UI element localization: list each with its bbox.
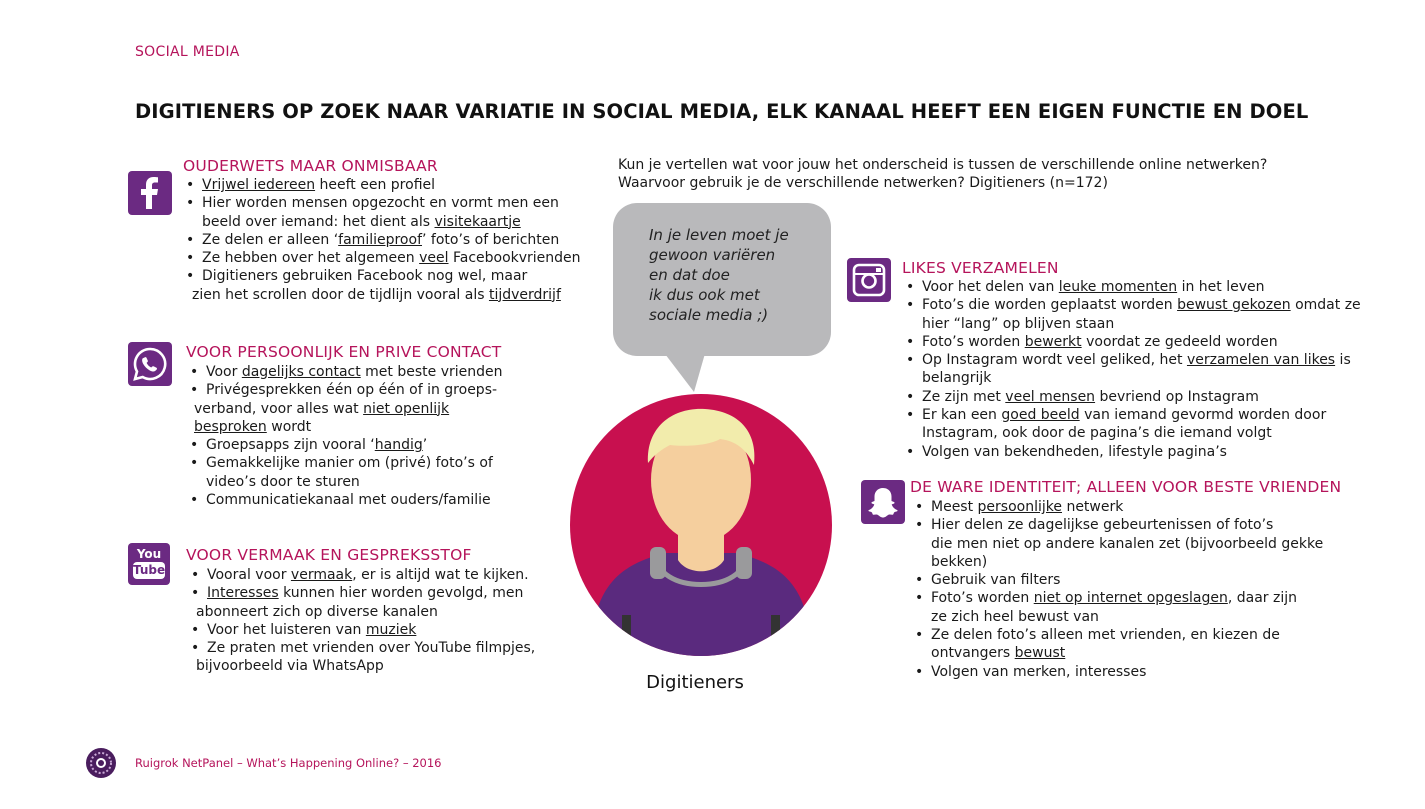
list-item: • Hier delen ze dagelijkse gebeurtenissen of foto’s die men niet op andere kanalen zet (bijvoorbeeld gekke bekken) [915,517,1324,570]
snapchat-icon [861,480,905,524]
ruigrok-logo-icon [85,747,117,779]
list-item: • Interesses kunnen hier worden gevolgd, men abonneert zich op diverse kanalen [191,585,524,620]
youtube-title: VOOR VERMAAK EN GESPREKSSTOF [186,546,472,564]
list-item: • Op Instagram wordt veel geliked, het verzamelen van likes is belangrijk [906,352,1351,387]
list-item: • Communicatiekanaal met ouders/familie [190,492,491,509]
strap-left [622,615,631,665]
instagram-icon [847,258,891,302]
youtube-bullets [191,566,536,676]
footer-text: Ruigrok NetPanel – What’s Happening Online? – 2016 [135,756,442,770]
facebook-title: OUDERWETS MAAR ONMISBAAR [183,157,438,175]
list-item: • Ze delen foto’s alleen met vrienden, en kiezen de ontvangers bewust [915,627,1280,662]
page-title: DIGITIENERS OP ZOEK NAAR VARIATIE IN SOCIAL MEDIA, ELK KANAAL HEEFT EEN EIGEN FUNCTIE EN DOEL [135,100,1309,123]
whatsapp-icon [128,342,172,386]
list-item: • Privégesprekken één op één of in groeps- verband, voor alles wat niet openlijk besproken wordt [190,382,498,435]
list-item: • Ze praten met vrienden over YouTube filmpjes, bijvoorbeeld via WhatsApp [191,640,536,675]
list-item: • Ze zijn met veel mensen bevriend op Instagram [906,388,1259,405]
instagram-title: LIKES VERZAMELEN [902,259,1059,277]
list-item: • Ze hebben over het algemeen veel Facebookvrienden [186,250,581,267]
headphones-right [736,547,752,579]
list-item: • Meest persoonlijke netwerk [915,499,1124,515]
section-label: SOCIAL MEDIA [135,44,240,60]
list-item: • Volgen van bekendheden, lifestyle pagina’s [906,443,1227,460]
list-item: • Voor het luisteren van muziek [191,621,417,638]
list-item: • Foto’s worden bewerkt voordat ze gedeeld worden [906,333,1278,350]
whatsapp-title: VOOR PERSOONLIJK EN PRIVE CONTACT [186,343,502,361]
headphones-left [650,547,666,579]
list-item: • Voor dagelijks contact met beste vrienden [190,364,503,380]
list-item: • Digitieners gebruiken Facebook nog wel, maar zien het scrollen door de tijdlijn vooral als tijdverdrijf [186,268,561,303]
quote-text: In je leven moet je gewoon variëren en dat doe ik dus ook met sociale media ;) [649,226,789,324]
list-item: • Volgen van merken, interesses [915,663,1147,680]
list-item: • Vooral voor vermaak, er is altijd wat te kijken. [191,567,529,583]
youtube-icon [128,543,170,585]
list-item: • Gebruik van filters [915,572,1061,589]
list-item: • Er kan een goed beeld van iemand gevormd worden door Instagram, ook door de pagina’s die iemand volgt [906,407,1327,442]
avatar [570,385,832,665]
list-item: • Gemakkelijke manier om (privé) foto’s of video’s door te sturen [190,455,493,490]
survey-question: Kun je vertellen wat voor jouw het onderscheid is tussen de verschillende online netwerken? Waarvoor gebruik je de verschillende netwerken? Digitieners (n=172) [618,157,1268,191]
snapchat-bullets [915,498,1324,681]
list-item: • Foto’s die worden geplaatst worden bewust gekozen omdat ze hier “lang” op blijven staan [906,297,1361,332]
list-item: • Foto’s worden niet op internet opgeslagen, daar zijn ze zich heel bewust van [915,590,1297,625]
youtube-icon-text-you: You [136,547,162,561]
instagram-bullets [906,278,1361,461]
list-item: • Ze delen er alleen ‘familieproof’ foto’s of berichten [186,231,560,248]
whatsapp-bullets [190,363,503,509]
youtube-icon-text-tube: Tube [133,563,166,577]
list-item: • Voor het delen van leuke momenten in het leven [906,279,1265,295]
list-item: • Hier worden mensen opgezocht en vormt men een beeld over iemand: het dient als visitekaartje [186,195,559,230]
list-item: • Vrijwel iedereen heeft een profiel [186,177,436,193]
facebook-bullets [186,176,581,304]
snapchat-title: DE WARE IDENTITEIT; ALLEEN VOOR BESTE VRIENDEN [910,478,1342,496]
list-item: • Groepsapps zijn vooral ‘handig’ [190,437,428,454]
avatar-label: Digitieners [646,672,744,693]
facebook-icon [128,171,172,215]
strap-right [771,615,780,665]
